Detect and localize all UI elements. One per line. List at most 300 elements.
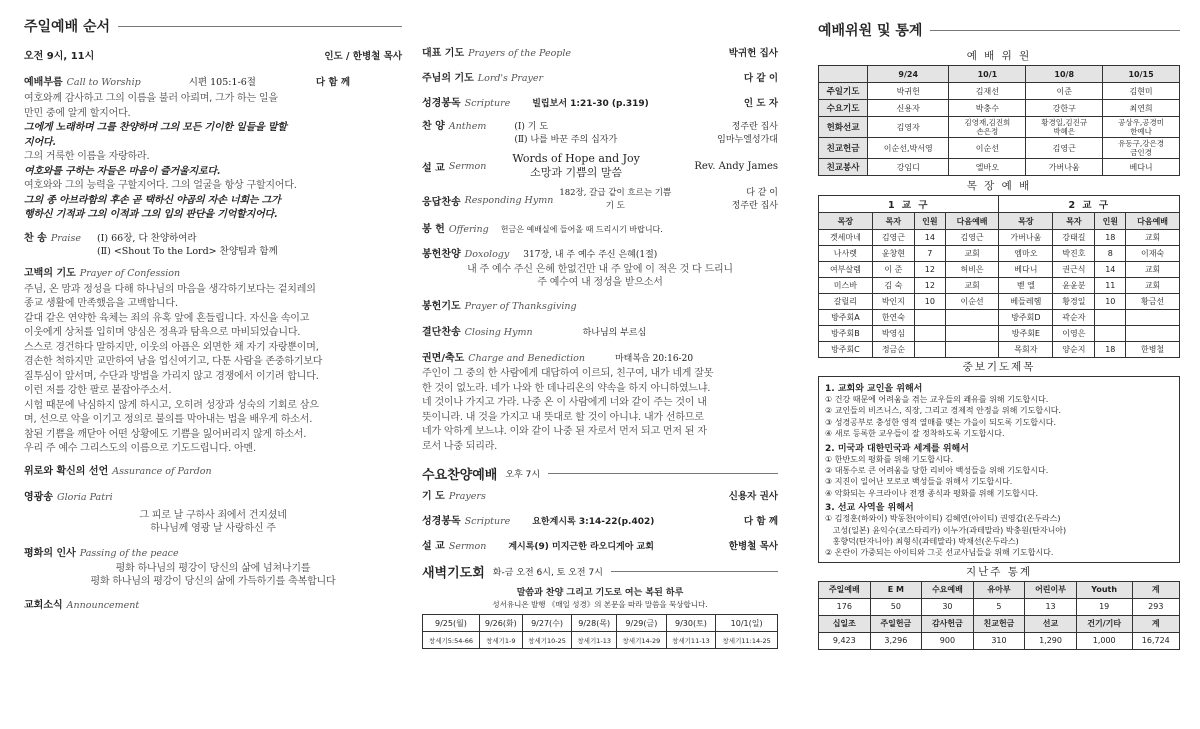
announce-eng: Announcement	[66, 599, 140, 611]
confess-label: 고백의 기도	[24, 267, 76, 279]
sermon-label: 설 교	[422, 162, 445, 174]
assurance-row	[24, 462, 402, 477]
confession-line: 질투심이 앞서며, 수단과 방법을 가리지 않고 경쟁에서 이기려 합니다.	[24, 370, 319, 382]
mokjang-cell: 황금선	[1126, 294, 1180, 310]
resp-performers	[732, 187, 778, 213]
announce-label: 교회소식	[24, 599, 63, 611]
confession-line: 스스로 경건하다 말하지만, 이웃의 아픔은 외면한 채 자기 자랑뿐이며,	[24, 341, 319, 353]
thanks-label: 봉헌기도	[422, 301, 461, 312]
gloria-line-1: 그 피로 날 구하사 죄에서 건지셨네	[139, 509, 287, 521]
call-label: 예배부름	[24, 77, 63, 88]
committee-cell: 강임디	[868, 159, 949, 176]
service-leader: 인도 / 한병철 목사	[324, 51, 402, 62]
praise-hymns	[97, 232, 278, 258]
mokjang-cell	[1095, 326, 1126, 342]
confession-line: 이웃에게 상처를 입히며 양심은 정욕과 탐욕으로 마비되었습니다.	[24, 327, 301, 338]
stats-value: 176	[819, 598, 871, 615]
committee-row	[819, 83, 1180, 100]
service-row	[422, 512, 778, 527]
mokjang-cell: 11	[1095, 278, 1126, 294]
prayer-requests-box	[818, 376, 1180, 563]
gloria-eng: Gloria Patri	[56, 491, 113, 503]
mokjang-cell: 갈릴리	[819, 294, 873, 310]
mokjang-cell: 방주회D	[999, 310, 1053, 326]
thanks-eng: Prayer of Thanksgiving	[464, 301, 577, 312]
committee-cell: 박충수	[949, 100, 1026, 117]
mokjang-cell: 베들레헴	[999, 294, 1053, 310]
mokjang-cell: 18	[1095, 342, 1126, 358]
praise-eng: Praise	[50, 232, 81, 244]
committee-cell: 이준	[1026, 83, 1103, 100]
closing-eng: Closing Hymn	[464, 327, 533, 338]
stats-head: 친교헌금	[973, 615, 1025, 632]
service-row	[422, 44, 778, 59]
peace-eng: Passing of the peace	[79, 547, 179, 559]
prayer-item: ② 교인들의 비즈니스, 직장, 그리고 경제적 안정을 위해 기도합시다.	[825, 406, 1062, 416]
committee-role: 친교헌금	[819, 138, 868, 159]
confession-line: 갈대 같은 연약한 육체는 죄의 유혹 앞에 흔들립니다. 자신을 속이고	[24, 312, 310, 324]
dox-text: 317장, 내 주 예수 주신 은혜(1절)	[523, 250, 658, 260]
stats-value-row-2	[819, 632, 1180, 649]
mokjang-cell: 허비은	[945, 262, 999, 278]
mokjang-cell: 미스바	[819, 278, 873, 294]
stats-table	[818, 581, 1180, 650]
stats-value: 3,296	[870, 632, 922, 649]
mokjang-cell	[1126, 310, 1180, 326]
mokjang-cell: 김영근	[945, 230, 999, 246]
row-eng: Prayers	[448, 491, 486, 502]
offer-text: 헌금은 예배실에 들어올 때 드리시기 바랍니다.	[500, 225, 663, 234]
confession-line: 우리 주 예수 그리스도의 이름으로 기도드립니다. 아멘.	[24, 443, 256, 454]
committee-stats-title: 예배위원 및 통계	[818, 20, 1180, 40]
mokjang-cell: 7	[915, 246, 946, 262]
mokjang-row	[819, 230, 1180, 246]
stats-value: 16,724	[1132, 632, 1179, 649]
mokjang-cell: 교회	[1126, 262, 1180, 278]
charge-line: 로서 나중 되리라.	[422, 440, 498, 452]
committee-cell: 박귀헌	[868, 83, 949, 100]
committee-cell: 이순선,박서영	[868, 138, 949, 159]
committee-body	[819, 83, 1180, 176]
stats-head: 주일예배	[819, 581, 871, 598]
mokjang-row	[819, 262, 1180, 278]
stats-value: 1,290	[1025, 632, 1077, 649]
prayer-title: 중보기도제목	[962, 361, 1036, 373]
row-detail: 빌립보서 1:21-30 (p.319)	[532, 99, 649, 109]
committee-row	[819, 159, 1180, 176]
mokjang-cell	[1095, 310, 1126, 326]
mokjang-cell: 벧 엘	[999, 278, 1053, 294]
committee-cell: 김영재,김진희 손은정	[949, 117, 1026, 138]
mokjang-cell: 14	[915, 230, 946, 246]
mokjang-cell: 교회	[945, 278, 999, 294]
stats-value-row-1	[819, 598, 1180, 615]
dawn-text: 창세기1-9	[479, 632, 522, 649]
anthem-performers	[717, 121, 778, 147]
mokjang-cell: 박인지	[872, 294, 914, 310]
charge-line: 주인이 그 중의 한 사람에게 대답하여 이르되, 친구여, 내가 네게 잘못	[422, 368, 714, 379]
call-line: 행하신 기적과 그의 이적과 그의 입의 판단을 기억할지어다.	[24, 209, 278, 220]
committee-cell: 신용자	[868, 100, 949, 117]
row-eng: Lord's Prayer	[477, 73, 544, 84]
wednesday-rows	[422, 487, 778, 552]
mokjang-cell: 윤윤분	[1053, 278, 1095, 294]
row-person: 박귀헌 집사	[728, 48, 778, 59]
closing-label: 결단찬송	[422, 327, 461, 338]
prayer-group-head: 3. 선교 사역을 위해서	[825, 503, 914, 514]
call-eng: Call to Worship	[66, 77, 141, 88]
anthem-eng: Anthem	[448, 121, 487, 132]
stats-head: 감사헌금	[922, 615, 974, 632]
dawn-text: 창세기10-25	[522, 632, 572, 649]
resp-items	[559, 187, 671, 213]
service-row	[422, 487, 778, 502]
dawn-day: 9/29(금)	[617, 615, 667, 632]
committee-role: 주일기도	[819, 83, 868, 100]
mokjang-cell: 정금순	[872, 342, 914, 358]
call-line: 지어다.	[24, 136, 56, 148]
prayer-group-head: 2. 미국과 대한민국과 세계를 위해서	[825, 443, 969, 454]
committee-date: 10/8	[1026, 66, 1103, 83]
stats-head: 주일헌금	[870, 615, 922, 632]
wed-time: 오후 7시	[505, 470, 541, 480]
confession-line: 주님, 온 맘과 정성을 다해 하나님의 마음을 생각하기보다는 겉치레의	[24, 283, 316, 295]
mokjang-head: 다음예배	[945, 213, 999, 230]
committee-table-title: 예 배 위 원	[966, 50, 1032, 62]
call-line: 여호와와 그의 능력을 구할지어다. 그의 얼굴을 항상 구할지어다.	[24, 180, 297, 191]
anthem-2-performer: 임마누엘성가대	[717, 135, 778, 145]
call-resp: 다 함 께	[315, 77, 351, 88]
charge-line: 한 것이 없노라. 네가 나와 한 데나리온의 약속을 하지 아니하였느냐.	[422, 382, 711, 394]
closing-text: 하나님의 부르심	[582, 328, 647, 338]
mokjang-cell: 나사렛	[819, 246, 873, 262]
dawn-note-1: 말씀과 찬양 그리고 기도로 여는 복된 하루	[516, 588, 684, 598]
mokjang-body	[819, 230, 1180, 358]
call-line: 여호와를 구하는 자들은 마음이 즐거울지로다.	[24, 165, 221, 177]
resp-label: 응답찬송	[422, 196, 461, 208]
gloria-row	[24, 488, 402, 503]
resp-1-performer: 다 같 이	[746, 188, 778, 198]
confession-row	[24, 264, 402, 279]
committee-cell: 황경일,김진규 박혜은	[1026, 117, 1103, 138]
mokjang-cell: 8	[1095, 246, 1126, 262]
mokjang-cell: 베다니	[999, 262, 1053, 278]
stats-value: 19	[1076, 598, 1132, 615]
dawn-texts-row	[423, 632, 778, 649]
prayer-item: ② 대통수로 큰 어려움을 당한 리비아 백성들을 위해 기도합시다.	[825, 466, 1049, 476]
gloria-line-2: 하나님께 영광 날 사랑하신 주	[150, 522, 276, 534]
thanksgiving-row	[422, 297, 778, 312]
call-to-worship-row	[24, 73, 402, 88]
dawn-schedule-table	[422, 614, 778, 649]
prayer-item: ④ 악화되는 우크라이나 전쟁 종식과 평화를 위해 기도합시다.	[825, 488, 1038, 498]
stats-head: E M	[870, 581, 922, 598]
sermon-title-en: Words of Hope and Joy	[512, 152, 640, 165]
row-person: 다 같 이	[743, 73, 778, 84]
mokjang-cell: 이영은	[1053, 326, 1095, 342]
mokjang-cell: 교회	[1126, 278, 1180, 294]
stats-value: 5	[973, 598, 1025, 615]
mokjang-cell: 곽순자	[1053, 310, 1095, 326]
dawn-text: 창세기14-29	[617, 632, 667, 649]
row-eng: Scripture	[464, 516, 511, 527]
mokjang-cell: 방주회C	[819, 342, 873, 358]
mokjang-cell: 교회	[945, 246, 999, 262]
committee-cell: 유동구,강은경 금인경	[1103, 138, 1180, 159]
committee-cell: 김현미	[1103, 83, 1180, 100]
mokjang-cell: 이순선	[945, 294, 999, 310]
mokjang-table	[818, 195, 1180, 358]
offer-eng: Offering	[448, 224, 489, 235]
committee-table	[818, 65, 1180, 176]
peace-label: 평화의 인사	[24, 547, 76, 559]
dawn-note-2: 성서유니온 발행 《매일 성경》의 본문을 따라 말씀을 묵상합니다.	[492, 600, 708, 609]
mokjang-cell: 방주회B	[819, 326, 873, 342]
committee-corner	[819, 66, 868, 83]
stats-head: 어린이부	[1025, 581, 1077, 598]
group-1: 1 교 구	[819, 196, 999, 213]
committee-cell: 강한구	[1026, 100, 1103, 117]
call-line: 여호와께 감사하고 그의 이름을 불러 아뢰며, 그가 하는 일을	[24, 93, 278, 104]
charge-row	[422, 349, 778, 364]
committee-cell: 엘바오	[949, 159, 1026, 176]
row-eng: Prayers of the People	[468, 48, 572, 59]
mokjang-head: 다음예배	[1126, 213, 1180, 230]
committee-cell: 이순선	[949, 138, 1026, 159]
committee-cell: 공상우,공경미 한예나	[1103, 117, 1180, 138]
stats-head: 계	[1132, 581, 1179, 598]
mokjang-head: 인원	[915, 213, 946, 230]
mokjang-cell: 강태길	[1053, 230, 1095, 246]
assurance-label: 위로와 확신의 선언	[24, 465, 109, 477]
resp-1: 182장, 갈급 같이 흐르는 기쁨	[559, 188, 672, 198]
dox-lyric-2: 주 예수여 내 정성을 받으소서	[537, 277, 663, 288]
mokjang-cell: 김영근	[872, 230, 914, 246]
committee-cell: 베다니	[1103, 159, 1180, 176]
sermon-preacher: Rev. Andy James	[694, 160, 778, 172]
anthem-label: 찬 양	[422, 121, 445, 132]
dawn-day: 9/25(월)	[423, 615, 480, 632]
mokjang-row	[819, 294, 1180, 310]
mokjang-cell	[945, 326, 999, 342]
committee-role: 수요기도	[819, 100, 868, 117]
mokjang-head: 목장	[999, 213, 1053, 230]
gloria-text	[24, 509, 402, 535]
mokjang-cell: 이 준	[872, 262, 914, 278]
stats-title: 지난주 통계	[965, 565, 1033, 578]
sermon-title-ko: 소망과 기쁨의 말씀	[530, 166, 623, 179]
charge-ref: 마태복음 20:16-20	[614, 354, 694, 364]
mokjang-cell	[1126, 326, 1180, 342]
stats-head: Youth	[1076, 581, 1132, 598]
peace-line-2: 평화 하나님의 평강이 당신의 삶에 가득하기를 축복합니다	[90, 575, 336, 587]
committee-cell: 김재선	[949, 83, 1026, 100]
mokjang-group-row	[819, 196, 1180, 213]
mokjang-cell	[915, 326, 946, 342]
dox-lyric-1: 내 주 예수 주신 은혜 한없건만 내 주 앞에 이 적은 것 다 드리니	[467, 264, 733, 275]
mokjang-cell: 교회	[1126, 230, 1180, 246]
row-person: 한병철 목사	[728, 541, 778, 552]
order-of-worship-column	[24, 0, 402, 611]
resp-2: 기 도	[605, 201, 625, 211]
mokjang-cell: 박진호	[1053, 246, 1095, 262]
committee-date: 10/1	[949, 66, 1026, 83]
row-eng: Scripture	[464, 98, 511, 109]
service-time-row	[24, 47, 402, 62]
stats-head: 건기/기타	[1076, 615, 1132, 632]
prayer-item: 고성(일본) 윤익수(코스타리카) 이누가(과테말라) 박충원(탄자니아)	[825, 525, 1067, 535]
call-to-worship-text	[24, 92, 402, 223]
row-label: 기 도	[422, 491, 445, 502]
dawn-day: 9/26(화)	[479, 615, 522, 632]
row-detail: 요한계시록 3:14-22(p.402)	[532, 517, 655, 527]
praise-label: 찬 송	[24, 232, 47, 244]
mokjang-cell: 박영심	[872, 326, 914, 342]
prayer-item: ④ 새로 등록한 교우들이 잘 정착하도록 기도합시다.	[825, 429, 1005, 439]
mokjang-cell: 여부살렘	[819, 262, 873, 278]
mokjang-cell: 한연숙	[872, 310, 914, 326]
mokjang-cell: 윤창현	[872, 246, 914, 262]
dawn-text: 창세기11-13	[666, 632, 716, 649]
dawn-title: 새벽기도회	[422, 566, 485, 581]
wed-title: 수요찬양예배	[422, 468, 498, 483]
charge-text	[422, 367, 778, 454]
confession-text	[24, 283, 402, 457]
mokjang-head: 목장	[819, 213, 873, 230]
call-line: 그의 거룩한 이름을 자랑하라.	[24, 151, 150, 162]
mokjang-row	[819, 310, 1180, 326]
mokjang-row	[819, 278, 1180, 294]
dawn-day: 9/30(토)	[666, 615, 716, 632]
dawn-day: 9/27(수)	[522, 615, 572, 632]
mokjang-cell	[915, 342, 946, 358]
peace-text	[24, 562, 402, 588]
dawn-text: 창세기5:54-66	[423, 632, 480, 649]
sermon-row	[422, 152, 778, 180]
row-label: 성경봉독	[422, 98, 461, 109]
stats-value: 310	[973, 632, 1025, 649]
dox-label: 봉헌찬양	[422, 249, 461, 260]
anthem-items	[514, 121, 617, 147]
call-line: 그의 종 아브라함의 후손 곧 택하신 야곱의 자손 너희는 그가	[24, 194, 281, 206]
charge-label: 권면/축도	[422, 353, 465, 364]
sermon-eng: Sermon	[448, 160, 487, 172]
service-order-column-2	[422, 44, 778, 649]
service-row	[422, 537, 778, 552]
mokjang-row	[819, 246, 1180, 262]
announcement-row	[24, 596, 402, 611]
mokjang-row	[819, 326, 1180, 342]
service-row	[422, 94, 778, 109]
charge-line: 뜻이니라. 내 것을 가지고 내 뜻대로 할 것이 아니냐. 내가 선하므로	[422, 411, 704, 423]
charge-line: 네 것이나 가지고 가라. 나중 온 이 사람에게 너와 같이 주는 것이 내	[422, 397, 707, 408]
committee-row	[819, 100, 1180, 117]
committee-cell: 최연희	[1103, 100, 1180, 117]
mokjang-cell: 14	[1095, 262, 1126, 278]
stats-head: 계	[1132, 615, 1179, 632]
row-person: 신용자 권사	[728, 491, 778, 502]
dawn-text: 창세기11:14-25	[716, 632, 778, 649]
row-person: 인 도 자	[743, 98, 778, 109]
row-detail: 계시록(9) 미지근한 라오디게아 교회	[508, 542, 654, 552]
committee-cell: 가버나움	[1026, 159, 1103, 176]
mokjang-cell: 한병철	[1126, 342, 1180, 358]
row-label: 성경봉독	[422, 516, 461, 527]
anthem-1: (Ⅰ) 기 도	[514, 122, 549, 132]
praise-2: (Ⅱ) <Shout To the Lord> 찬양팀과 함께	[96, 245, 278, 257]
prayer-group-head: 1. 교회와 교인을 위해서	[825, 384, 923, 394]
doxology-lyrics	[422, 263, 778, 289]
confession-line: 참된 기쁨을 깨닫아 어떤 상황에도 기쁨을 잃어버리지 않게 하소서.	[24, 428, 307, 440]
mokjang-cell: 엠마오	[999, 246, 1053, 262]
mokjang-cell: 10	[915, 294, 946, 310]
sermon-title	[512, 152, 640, 180]
confession-line: 시험 때문에 낙심하지 않게 하시고, 오히려 성장과 성숙의 기회로 삼으	[24, 399, 319, 411]
assurance-eng: Assurance of Pardon	[112, 465, 212, 477]
mokjang-cell: 겟세마네	[819, 230, 873, 246]
committee-stats-column	[818, 0, 1180, 650]
stats-value: 900	[922, 632, 974, 649]
wednesday-service-title	[422, 464, 778, 483]
committee-row	[819, 138, 1180, 159]
prayer-item: 홍향덕(탄자니아) 최형식(과테말라) 박채선(온두라스)	[825, 537, 1019, 547]
stats-head-row-1	[819, 581, 1180, 598]
closing-hymn-row	[422, 323, 778, 338]
dawn-day: 9/28(목)	[572, 615, 617, 632]
call-line: 그에게 노래하며 그를 찬양하며 그의 모든 기이한 일들을 말할	[24, 122, 287, 133]
mokjang-cell: 김 숙	[872, 278, 914, 294]
dox-eng: Doxology	[464, 249, 510, 260]
row-label: 대표 기도	[422, 48, 465, 59]
mokjang-cell: 목회자	[999, 342, 1053, 358]
stats-value: 50	[870, 598, 922, 615]
dawn-prayer-title	[422, 562, 778, 581]
stats-value: 13	[1025, 598, 1077, 615]
service-rows-top	[422, 44, 778, 109]
committee-date: 9/24	[868, 66, 949, 83]
mokjang-cell: 18	[1095, 230, 1126, 246]
confess-eng: Prayer of Confession	[79, 267, 181, 279]
mokjang-cell: 방주회A	[819, 310, 873, 326]
service-time: 오전 9시, 11시	[24, 51, 95, 62]
mokjang-cell: 12	[915, 262, 946, 278]
mokjang-head-row	[819, 213, 1180, 230]
mokjang-cell: 권근식	[1053, 262, 1095, 278]
mokjang-row	[819, 342, 1180, 358]
row-label: 주님의 기도	[422, 73, 474, 84]
dawn-text: 창세기1-13	[572, 632, 617, 649]
committee-role: 헌화선교	[819, 117, 868, 138]
prayer-item: ① 한반도의 평화를 위해 기도합시다.	[825, 454, 954, 464]
mokjang-cell: 이재숙	[1126, 246, 1180, 262]
confession-line: 겸손한 척하지만 교만하여 남을 업신여기고, 다툰 사람을 존중하기보다	[24, 356, 323, 367]
anthem-1-performer: 정주란 집사	[731, 122, 778, 132]
confession-line: 며, 선으로 악을 이기고 정의로 불의를 막아내는 법을 배우게 하소서.	[24, 414, 313, 425]
peace-row	[24, 544, 402, 559]
stats-value: 30	[922, 598, 974, 615]
prayer-item: ② 온란이 가중되는 아이티와 그곳 선교사님들을 위해 기도합시다.	[825, 548, 1054, 558]
group-2: 2 교 구	[999, 196, 1180, 213]
praise-1: (Ⅰ) 66장, 다 찬양하여라	[96, 232, 197, 244]
stats-head: 유아부	[973, 581, 1025, 598]
mokjang-cell	[945, 342, 999, 358]
anthem-2: (Ⅱ) 나를 바꾼 주의 십자가	[514, 135, 618, 145]
stats-head: 십일조	[819, 615, 871, 632]
dawn-days-row	[423, 615, 778, 632]
call-line: 만민 중에 알게 할지어다.	[24, 107, 131, 119]
order-of-worship-title: 주일예배 순서	[24, 16, 402, 36]
mokjang-cell: 10	[1095, 294, 1126, 310]
